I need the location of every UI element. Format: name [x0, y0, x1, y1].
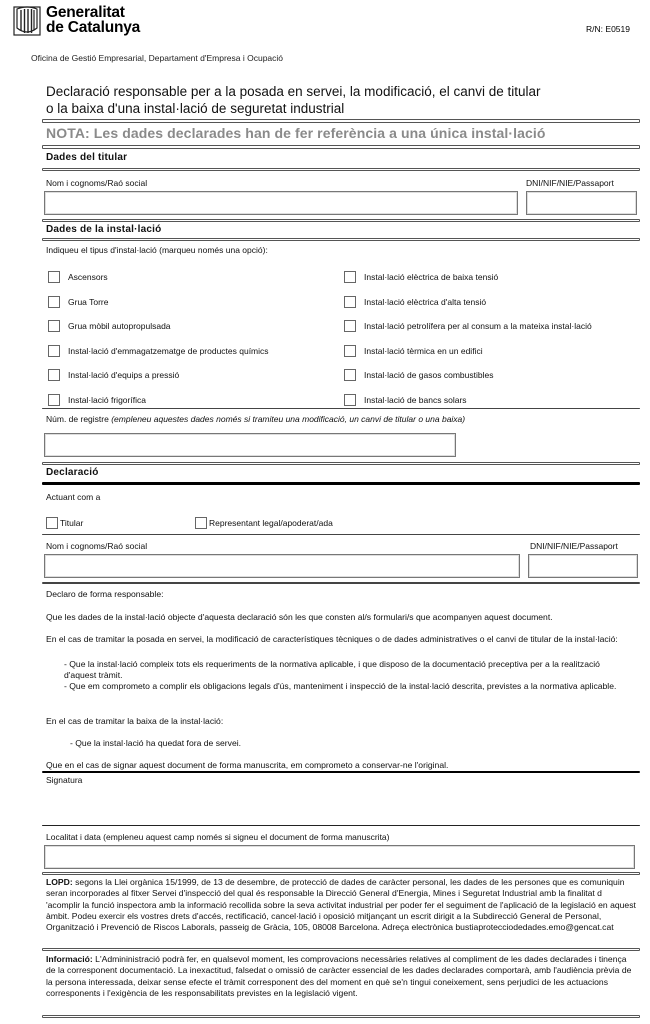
option-label: Titular [60, 518, 84, 528]
title-line-2: o la baixa d'una instal·lació de seguretat industrial [46, 101, 345, 116]
brand-line-2: de Catalunya [46, 19, 141, 36]
titular-name-input[interactable] [44, 191, 518, 215]
brand-line-1: Generalitat [46, 4, 125, 21]
option-label: Instal·lació d'emmagatzematge de productes químics [68, 345, 269, 356]
declaration-p2-items [46, 659, 638, 692]
option-label: Representant legal/apoderat/ada [209, 518, 333, 528]
divider [42, 219, 640, 222]
acting-option-titular[interactable] [46, 517, 83, 529]
lopd-label: LOPD: [46, 877, 73, 887]
divider [42, 534, 640, 535]
checkbox[interactable] [344, 320, 356, 332]
checkbox[interactable] [48, 271, 60, 283]
divider [42, 462, 640, 465]
option-label: Instal·lació de bancs solars [364, 394, 467, 405]
option-label: Instal·lació tèrmica en un edifici [364, 345, 483, 356]
registry-label: Núm. de registre [46, 414, 109, 424]
signature-area[interactable] [42, 787, 640, 823]
titular-id-label: DNI/NIF/NIE/Passaport [526, 178, 614, 188]
nota-text: NOTA: Les dades declarades han de fer referència a una única instal·lació [46, 125, 546, 141]
declarant-name-input[interactable] [44, 554, 520, 578]
info-label: Informació: [46, 954, 93, 964]
option-petrolifera[interactable] [344, 314, 644, 339]
checkbox[interactable] [195, 517, 207, 529]
declaration-p3-item: - Que la instal·lació ha quedat fora de servei. [70, 738, 242, 748]
info-notice [46, 954, 638, 999]
checkbox[interactable] [48, 345, 60, 357]
lopd-notice [46, 877, 638, 933]
place-date-label: Localitat i data (empleneu aquest camp només si signeu el document de forma manuscrita) [46, 832, 390, 842]
divider [42, 238, 640, 241]
option-electrica-baixa[interactable] [344, 265, 644, 290]
option-gasos[interactable] [344, 363, 644, 388]
option-label: Instal·lació elèctrica d'alta tensió [364, 296, 487, 307]
option-label: Ascensors [68, 272, 108, 283]
checkbox[interactable] [344, 296, 356, 308]
reference-number: R/N: E0519 [586, 24, 630, 34]
divider [42, 825, 640, 826]
option-grua-mobil[interactable] [48, 314, 338, 339]
divider [42, 1015, 640, 1018]
brand-name [46, 5, 140, 35]
checkbox[interactable] [344, 271, 356, 283]
option-label: Instal·lació de gasos combustibles [364, 370, 494, 381]
declaration-p1: Que les dades de la instal·lació objecte d'aquesta declaració són les que consten al/s formulari/s que acompanyen aquest document. [46, 612, 553, 622]
declaration-p2-item: - Que em comprometo a complir els obligacions legals d'ús, manteniment i inspecció de la instal·lació descrita, previstes a la normativa aplicable. [64, 681, 617, 691]
declaration-p2: En el cas de tramitar la posada en servei, la modificació de característiques tècniques o de dades administratives o el canvi de titular de la instal·lació: [46, 634, 618, 644]
checkbox[interactable] [344, 345, 356, 357]
checkbox[interactable] [344, 394, 356, 406]
generalitat-coat-of-arms-icon [13, 6, 41, 36]
option-label: Instal·lació elèctrica de baixa tensió [364, 272, 499, 283]
section-heading-installation: Dades de la instal·lació [46, 224, 162, 235]
title-line-1: Declaració responsable per a la posada en servei, la modificació, el canvi de titular [46, 84, 541, 99]
declarant-id-label: DNI/NIF/NIE/Passaport [530, 541, 618, 551]
option-label: Grua mòbil autopropulsada [68, 321, 171, 332]
declaration-p3: En el cas de tramitar la baixa de la instal·lació: [46, 716, 224, 726]
option-label: Instal·lació petrolífera per al consum a la mateixa instal·lació [364, 321, 592, 332]
declaration-p4: Que en el cas de signar aquest document de forma manuscrita, em comprometo a conservar-ne l'original. [46, 760, 449, 770]
divider [42, 872, 640, 875]
divider [42, 119, 640, 123]
divider [42, 168, 640, 171]
divider [42, 145, 640, 149]
office-name: Oficina de Gestió Empresarial, Departament d'Empresa i Ocupació [31, 53, 284, 63]
divider [42, 771, 640, 773]
acting-option-representant[interactable] [195, 517, 333, 529]
option-label: Instal·lació d'equips a pressió [68, 370, 180, 381]
declarant-id-input[interactable] [528, 554, 638, 578]
installation-options-right [344, 265, 644, 412]
checkbox[interactable] [48, 320, 60, 332]
option-grua-torre[interactable] [48, 290, 338, 315]
info-text: L'Admininistració podrà fer, en qualsevol moment, les comprovacions necessàries relatives al compliment de les dades declarades i tinença de la corresponent documentació. La inexactitud, falsedat o omissió de caràcter essencial de les dades declarades comportarà, amb l'audiència prèvia de la persona interessada, deixar sense efecte el tràmit corresponent des del moment en què se'n tingui coneixement, sens perjudici de les actuacions corresponents i l'exigència de les responsabilitats previstes en la legislació vigent. [46, 954, 632, 998]
divider [42, 948, 640, 951]
acting-as-label: Actuant com a [46, 492, 101, 502]
signature-label: Signatura [46, 775, 83, 785]
lopd-text: segons la Llei orgànica 15/1999, de 13 de desembre, de protecció de dades de caràcter personal, les dades de les persones que es comuniquin seran incorporades al fitxer Servei d'inspecció del qual és responsable la Direcció General d'Energia, Mines i Seguretat Industrial amb la finalitat d 'acomplir la funció inspectora amb la informació recollida sobre la seva activitat industrial per poder fer el seguiment de l'aplicació de la legislació en aquest àmbit. Podeu exercir els vostres drets d'accés, rectificació, cancel·lació i oposició mitjançant un escrit dirigit a la Subdirecció General de Personal, Organització i Prevenció de Riscos Laborals, passeig de Gràcia, 105, 08008 Barcelona. Adreça electrònica bustiaprotecciodedades.emo@gencat.cat [46, 877, 636, 933]
section-heading-titular: Dades del titular [46, 152, 128, 163]
titular-name-label: Nom i cognoms/Raó social [46, 178, 148, 188]
checkbox[interactable] [48, 296, 60, 308]
option-label: Grua Torre [68, 296, 109, 307]
declaration-p2-item: - Que la instal·lació compleix tots els requeriments de la normativa aplicable, i que disposo de la documentació preceptiva per a la realització d'aquest tràmit. [64, 659, 600, 680]
divider [42, 408, 640, 409]
checkbox[interactable] [48, 369, 60, 381]
registry-hint: (empleneu aquestes dades només si tramiteu una modificació, un canvi de titular o una baixa) [111, 414, 466, 424]
place-date-input[interactable] [44, 845, 635, 869]
declare-intro: Declaro de forma responsable: [46, 589, 164, 599]
checkbox[interactable] [48, 394, 60, 406]
option-termica[interactable] [344, 339, 644, 364]
option-electrica-alta[interactable] [344, 290, 644, 315]
option-productes-quimics[interactable] [48, 339, 338, 364]
registry-number-input[interactable] [44, 433, 456, 457]
installation-type-instruction: Indiqueu el tipus d'instal·lació (marqueu només una opció): [46, 245, 268, 255]
installation-options-left [48, 265, 338, 412]
divider [42, 482, 640, 485]
option-label: Instal·lació frigorífica [68, 394, 146, 405]
registry-label-group [46, 414, 465, 424]
divider [42, 582, 640, 584]
titular-id-input[interactable] [526, 191, 637, 215]
option-equips-pressio[interactable] [48, 363, 338, 388]
document-title [46, 83, 646, 117]
checkbox[interactable] [344, 369, 356, 381]
declarant-name-label: Nom i cognoms/Raó social [46, 541, 148, 551]
option-ascensors[interactable] [48, 265, 338, 290]
section-heading-declaration: Declaració [46, 467, 99, 478]
checkbox[interactable] [46, 517, 58, 529]
